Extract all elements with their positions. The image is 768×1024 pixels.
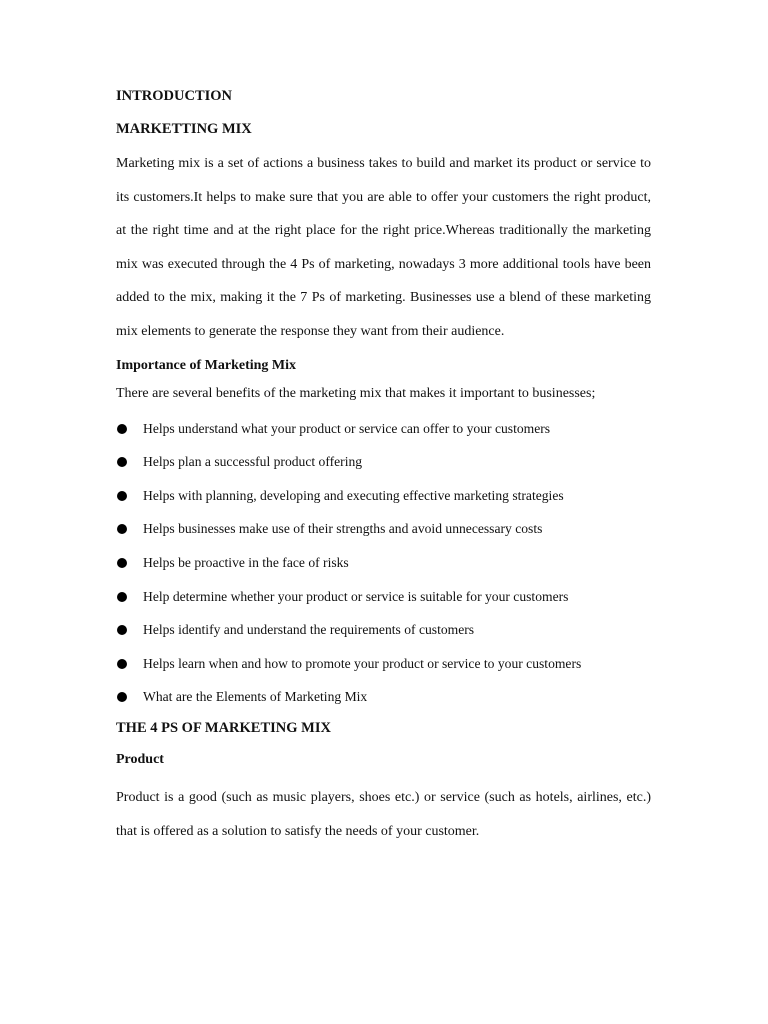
heading-marketing-mix: MARKETTING MIX bbox=[116, 121, 252, 137]
list-item bbox=[116, 580, 651, 614]
bullet-icon bbox=[117, 491, 127, 501]
list-item bbox=[116, 680, 651, 714]
product-paragraph: Product is a good (such as music players, shoes etc.) or service (such as hotels, airlines, etc.) that is offered as a solution to satisfy the needs of your customer. bbox=[116, 789, 651, 839]
heading-introduction: INTRODUCTION bbox=[116, 88, 233, 104]
list-item bbox=[116, 412, 651, 446]
heading-importance: Importance of Marketing Mix bbox=[116, 357, 297, 373]
benefits-list bbox=[116, 412, 651, 714]
heading-product: Product bbox=[116, 751, 164, 767]
bullet-icon bbox=[117, 424, 127, 434]
list-item-text: Helps understand what your product or service can offer to your customers bbox=[143, 420, 551, 436]
bullet-icon bbox=[117, 457, 127, 467]
importance-lead: There are several benefits of the marketing mix that makes it important to businesses; bbox=[116, 385, 596, 401]
list-item-text: What are the Elements of Marketing Mix bbox=[143, 689, 368, 705]
list-item-text: Helps learn when and how to promote your product or service to your customers bbox=[143, 655, 582, 671]
list-item-text: Helps with planning, developing and executing effective marketing strategies bbox=[143, 487, 564, 503]
list-item bbox=[116, 546, 651, 580]
bullet-icon bbox=[117, 625, 127, 635]
list-item bbox=[116, 445, 651, 479]
list-item-text: Helps businesses make use of their strengths and avoid unnecessary costs bbox=[143, 521, 543, 537]
bullet-icon bbox=[117, 592, 127, 602]
document-body bbox=[116, 84, 651, 848]
list-item-text: Helps be proactive in the face of risks bbox=[143, 554, 349, 570]
list-item bbox=[116, 647, 651, 681]
list-item-text: Help determine whether your product or service is suitable for your customers bbox=[143, 588, 569, 604]
list-item-text: Helps identify and understand the requirements of customers bbox=[143, 622, 475, 638]
bullet-icon bbox=[117, 659, 127, 669]
list-item bbox=[116, 512, 651, 546]
list-item bbox=[116, 613, 651, 647]
bullet-icon bbox=[117, 524, 127, 534]
list-item-text: Helps plan a successful product offering bbox=[143, 454, 363, 470]
bullet-icon bbox=[117, 692, 127, 702]
heading-4ps: THE 4 PS OF MARKETING MIX bbox=[116, 719, 331, 736]
intro-paragraph: Marketing mix is a set of actions a business takes to build and market its product or service to its customers.It helps to make sure that you are able to offer your customers the right product, at the right time and at the right place for the right price.Whereas traditionally the marketing mix was executed through the 4 Ps of marketing, nowadays 3 more additional tools have been added to the mix, making it the 7 Ps of marketing. Businesses use a blend of these marketing mix elements to generate the response they want from their audience. bbox=[116, 156, 651, 339]
bullet-icon bbox=[117, 558, 127, 568]
list-item bbox=[116, 479, 651, 513]
